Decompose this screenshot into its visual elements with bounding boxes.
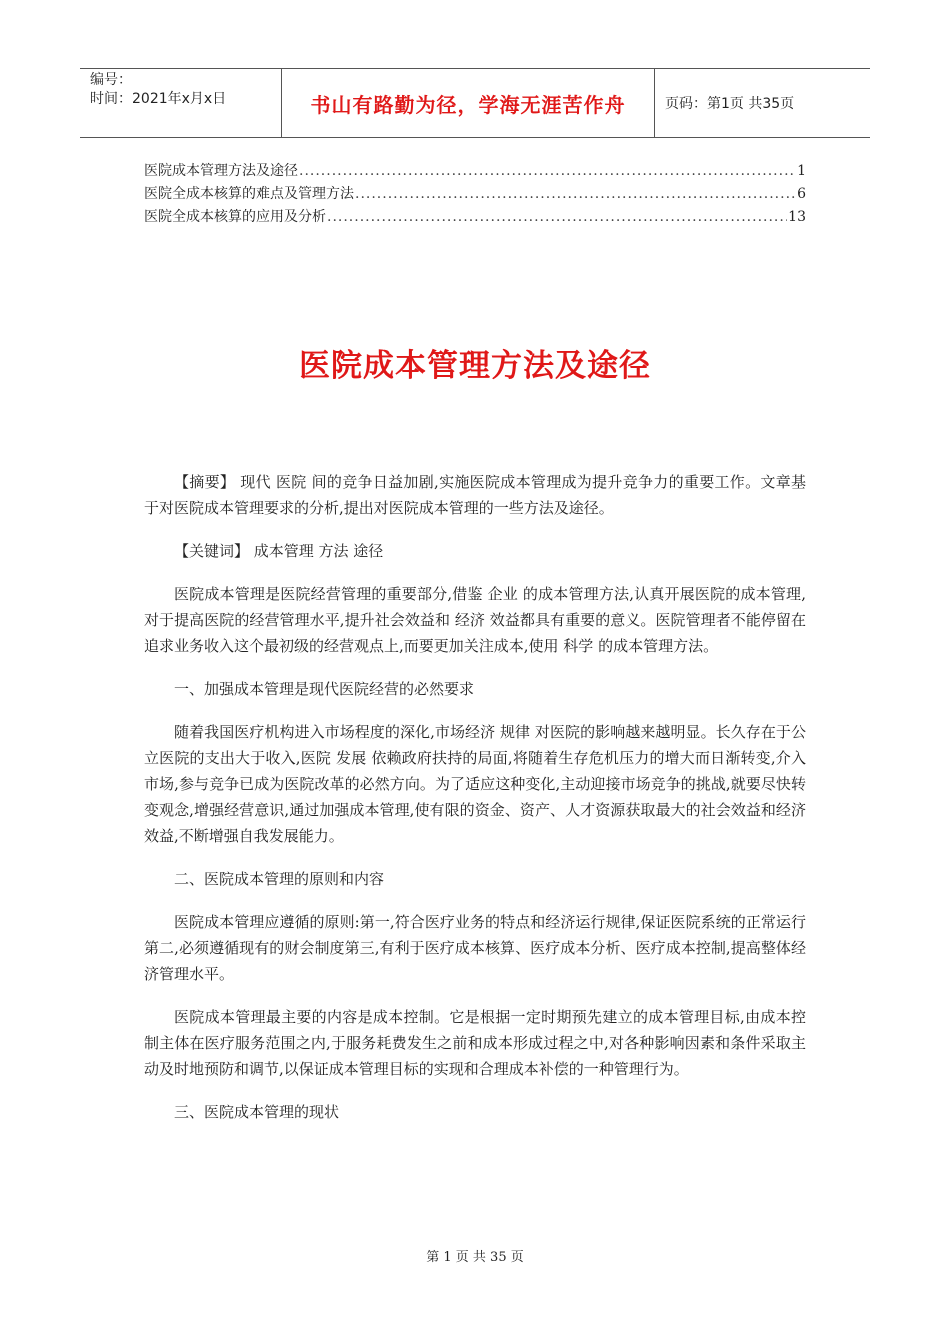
toc-entry-title[interactable]: 医院全成本核算的应用及分析 [144,209,326,225]
toc-leader-dots [327,209,787,225]
toc-leader-dots [299,163,796,179]
article-body [144,469,806,1142]
toc-entry-title[interactable]: 医院成本管理方法及途径 [144,163,298,179]
header-page-info: 页码：第1页 共35页 [665,96,795,112]
page-footer: 第 1 页 共 35 页 [426,1250,524,1265]
section-heading: 一、加强成本管理是现代医院经营的必然要求 [174,680,475,698]
toc-entry-page[interactable]: 13 [788,209,806,225]
header-motto: 书山有路勤为径，学海无涯苦作舟 [282,69,655,137]
table-of-contents [144,160,806,229]
header-id-label: 编号： [90,72,132,88]
toc-entry[interactable] [144,183,806,206]
abstract-paragraph: 【摘要】 现代 医院 间的竞争日益加剧,实施医院成本管理成为提升竞争力的重要工作。文章基于对医院成本管理要求的分析,提出对医院成本管理的一些方法及途径。 [144,473,806,517]
header-time-label: 时间：2021年x月x日 [90,91,227,107]
page-header [80,68,870,138]
toc-entry[interactable] [144,206,806,229]
section-heading: 二、医院成本管理的原则和内容 [174,870,385,888]
header-meta [80,69,282,137]
body-paragraph: 医院成本管理是医院经营管理的重要部分,借鉴 企业 的成本管理方法,认真开展医院的成本管理,对于提高医院的经营管理水平,提升社会效益和 经济 效益都具有重要的意义。医院管理者不能停留在追求业务收入这个最初级的经营观点上,而要更加关注成本,使用 科学 的成本管理方法。 [144,585,806,655]
toc-entry-page[interactable]: 6 [797,186,806,202]
toc-leader-dots [355,186,796,202]
keywords-paragraph: 【关键词】 成本管理 方法 途径 [174,542,384,560]
toc-entry-title[interactable]: 医院全成本核算的难点及管理方法 [144,186,354,202]
body-paragraph: 随着我国医疗机构进入市场程度的深化,市场经济 规律 对医院的影响越来越明显。长久存在于公立医院的支出大于收入,医院 发展 依赖政府扶持的局面,将随着生存危机压力的增大而日渐转变,介入市场,参与竞争已成为医院改革的必然方向。为了适应这种变化,主动迎接市场竞争的挑战,就要尽快转变观念,增强经营意识,通过加强成本管理,使有限的资金、资产、人才资源获取最大的社会效益和经济效益,不断增强自我发展能力。 [144,723,806,845]
section-heading: 三、医院成本管理的现状 [174,1103,340,1121]
toc-entry-page[interactable]: 1 [797,163,806,179]
article-title: 医院成本管理方法及途径 [299,348,651,384]
body-paragraph: 医院成本管理应遵循的原则:第一,符合医疗业务的特点和经济运行规律,保证医院系统的正常运行第二,必须遵循现有的财会制度第三,有利于医疗成本核算、医疗成本分析、医疗成本控制,提高整体经济管理水平。 [144,913,806,983]
body-paragraph: 医院成本管理最主要的内容是成本控制。它是根据一定时期预先建立的成本管理目标,由成本控制主体在医疗服务范围之内,于服务耗费发生之前和成本形成过程之中,对各种影响因素和条件采取主动及时地预防和调节,以保证成本管理目标的实现和合理成本补偿的一种管理行为。 [144,1008,806,1078]
toc-entry[interactable] [144,160,806,183]
